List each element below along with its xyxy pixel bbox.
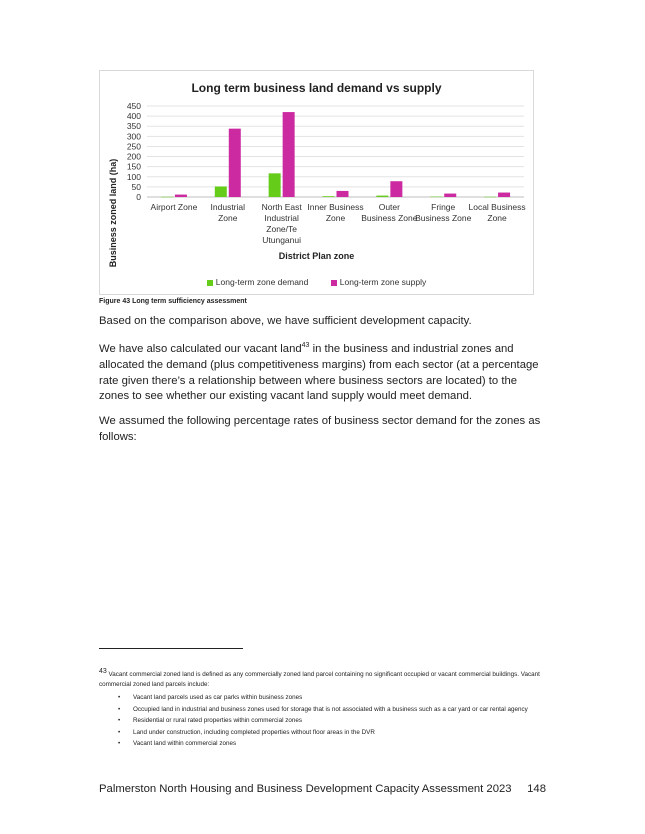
paragraph-1: Based on the comparison above, we have sufficient development capacity. <box>99 315 472 327</box>
chart-x-axis-label: District Plan zone <box>278 251 355 261</box>
footnote-body: Vacant commercial zoned land is defined as any commercially zoned land parcel containing no significant occupied or vacant commercial buildings. Vacant commercial zoned land parcels include: <box>99 671 540 688</box>
bar-supply <box>498 193 510 197</box>
bar-demand <box>269 173 281 197</box>
x-tick-label-line: Business Zone <box>415 213 472 223</box>
legend-swatch-supply <box>331 280 337 286</box>
legend-item-demand <box>207 277 309 287</box>
bar-demand <box>430 197 442 198</box>
x-tick-label-line: Airport Zone <box>150 202 198 212</box>
bar-supply <box>283 112 295 197</box>
x-tick-label-line: Zone/Te <box>266 224 298 234</box>
paragraph-2-text-b: in the business and industrial zones and allocated the demand (plus competitiveness margins) from each sector (at a percentage rate given there’s a relationship between where business sectors are located) to the zones to see whether our existing vacant land supply would meet demand. <box>99 343 539 403</box>
x-tick-label <box>307 202 363 223</box>
list-item-text: Vacant land parcels used as car parks within business zones <box>133 694 303 701</box>
bar-demand <box>215 186 227 197</box>
page-footer <box>99 783 546 795</box>
x-tick-label <box>262 202 303 245</box>
bullet-icon: • <box>118 705 121 713</box>
y-tick-label: 150 <box>126 161 141 172</box>
x-tick-label <box>468 202 525 223</box>
y-tick-label: 0 <box>136 192 141 202</box>
bullet-icon: • <box>118 717 121 724</box>
figure-caption: Figure 43 Long term sufficiency assessment <box>99 298 247 305</box>
x-tick-label-line: Outer <box>378 202 400 212</box>
x-tick-label-line: Zone <box>218 213 238 223</box>
bullet-icon: • <box>118 740 121 747</box>
bar-supply <box>175 195 187 197</box>
x-tick-label-line: Industrial <box>264 213 299 223</box>
x-tick-label-line: Zone <box>487 213 507 223</box>
x-tick-label-line: North East <box>261 202 302 212</box>
y-tick-label: 350 <box>126 121 141 132</box>
bullet-icon: • <box>118 694 121 701</box>
x-tick-label-line: Local Business <box>468 202 526 212</box>
x-tick-label <box>361 202 417 223</box>
list-item <box>99 715 559 727</box>
x-tick-label-line: Industrial <box>210 202 246 212</box>
footer-title: Palmerston North Housing and Business Development Capacity Assessment 2023 <box>99 783 512 795</box>
y-tick-label: 100 <box>126 171 141 182</box>
list-item-text: Residential or rural rated properties within commercial zones <box>133 717 303 724</box>
footnote-divider <box>99 648 243 649</box>
bar-demand <box>376 196 388 197</box>
list-item-text: Vacant land within commercial zones <box>133 740 237 747</box>
bullet-icon: • <box>118 728 121 736</box>
bar-demand <box>484 197 496 198</box>
bar-supply <box>390 181 402 197</box>
chart-legend <box>100 277 533 287</box>
list-item-text: Occupied land in industrial and business zones used for storage that is not associated with a business such as a car yard or car rental agency <box>133 705 528 713</box>
bar-supply <box>444 194 456 197</box>
chart-title: Long term business land demand vs supply <box>191 81 442 95</box>
paragraph-2-text-a: We have also calculated our vacant land <box>99 343 302 355</box>
list-item <box>99 704 559 716</box>
list-item <box>99 692 559 704</box>
legend-label-demand: Long-term zone demand <box>215 277 309 287</box>
footnote-number: 43 <box>99 667 107 675</box>
x-tick-label-line: Utunganui <box>262 235 302 245</box>
x-tick-label-line: Zone <box>325 213 346 223</box>
bar-supply <box>229 129 241 197</box>
page-number: 148 <box>527 783 546 795</box>
x-tick-label-line: Business Zone <box>361 213 418 223</box>
bar-demand <box>161 197 173 198</box>
bar-supply <box>337 191 349 197</box>
chart <box>99 70 534 295</box>
footnote-text <box>99 667 559 690</box>
x-tick-label-line: Inner Business <box>307 202 364 212</box>
x-tick-label-line: Fringe <box>431 202 456 212</box>
legend-label-supply: Long-term zone supply <box>339 277 427 287</box>
y-tick-label: 450 <box>126 101 141 111</box>
y-tick-label: 400 <box>126 111 141 122</box>
paragraph-2 <box>99 342 549 405</box>
x-tick-label <box>151 202 198 212</box>
footnote-ref[interactable]: 43 <box>301 342 310 350</box>
y-tick-label: 200 <box>126 151 141 162</box>
y-tick-label: 50 <box>131 181 141 192</box>
legend-item-supply <box>331 277 426 287</box>
footnote <box>99 667 559 750</box>
paragraph-3: We assumed the following percentage rates of business sector demand for the zones as follows: <box>99 415 541 443</box>
chart-y-axis-label: Business zoned land (ha) <box>108 158 118 268</box>
x-tick-label <box>211 202 246 223</box>
legend-swatch-demand <box>207 280 213 286</box>
x-tick-label <box>415 202 471 223</box>
footnote-list <box>99 692 559 750</box>
y-tick-label: 300 <box>126 131 141 142</box>
y-tick-label: 250 <box>126 141 141 152</box>
bar-demand <box>323 196 335 197</box>
list-item <box>99 738 559 750</box>
list-item-text: Land under construction, including completed properties without floor areas in the DVR <box>133 728 375 736</box>
chart-plot <box>100 71 535 296</box>
list-item <box>99 727 559 739</box>
